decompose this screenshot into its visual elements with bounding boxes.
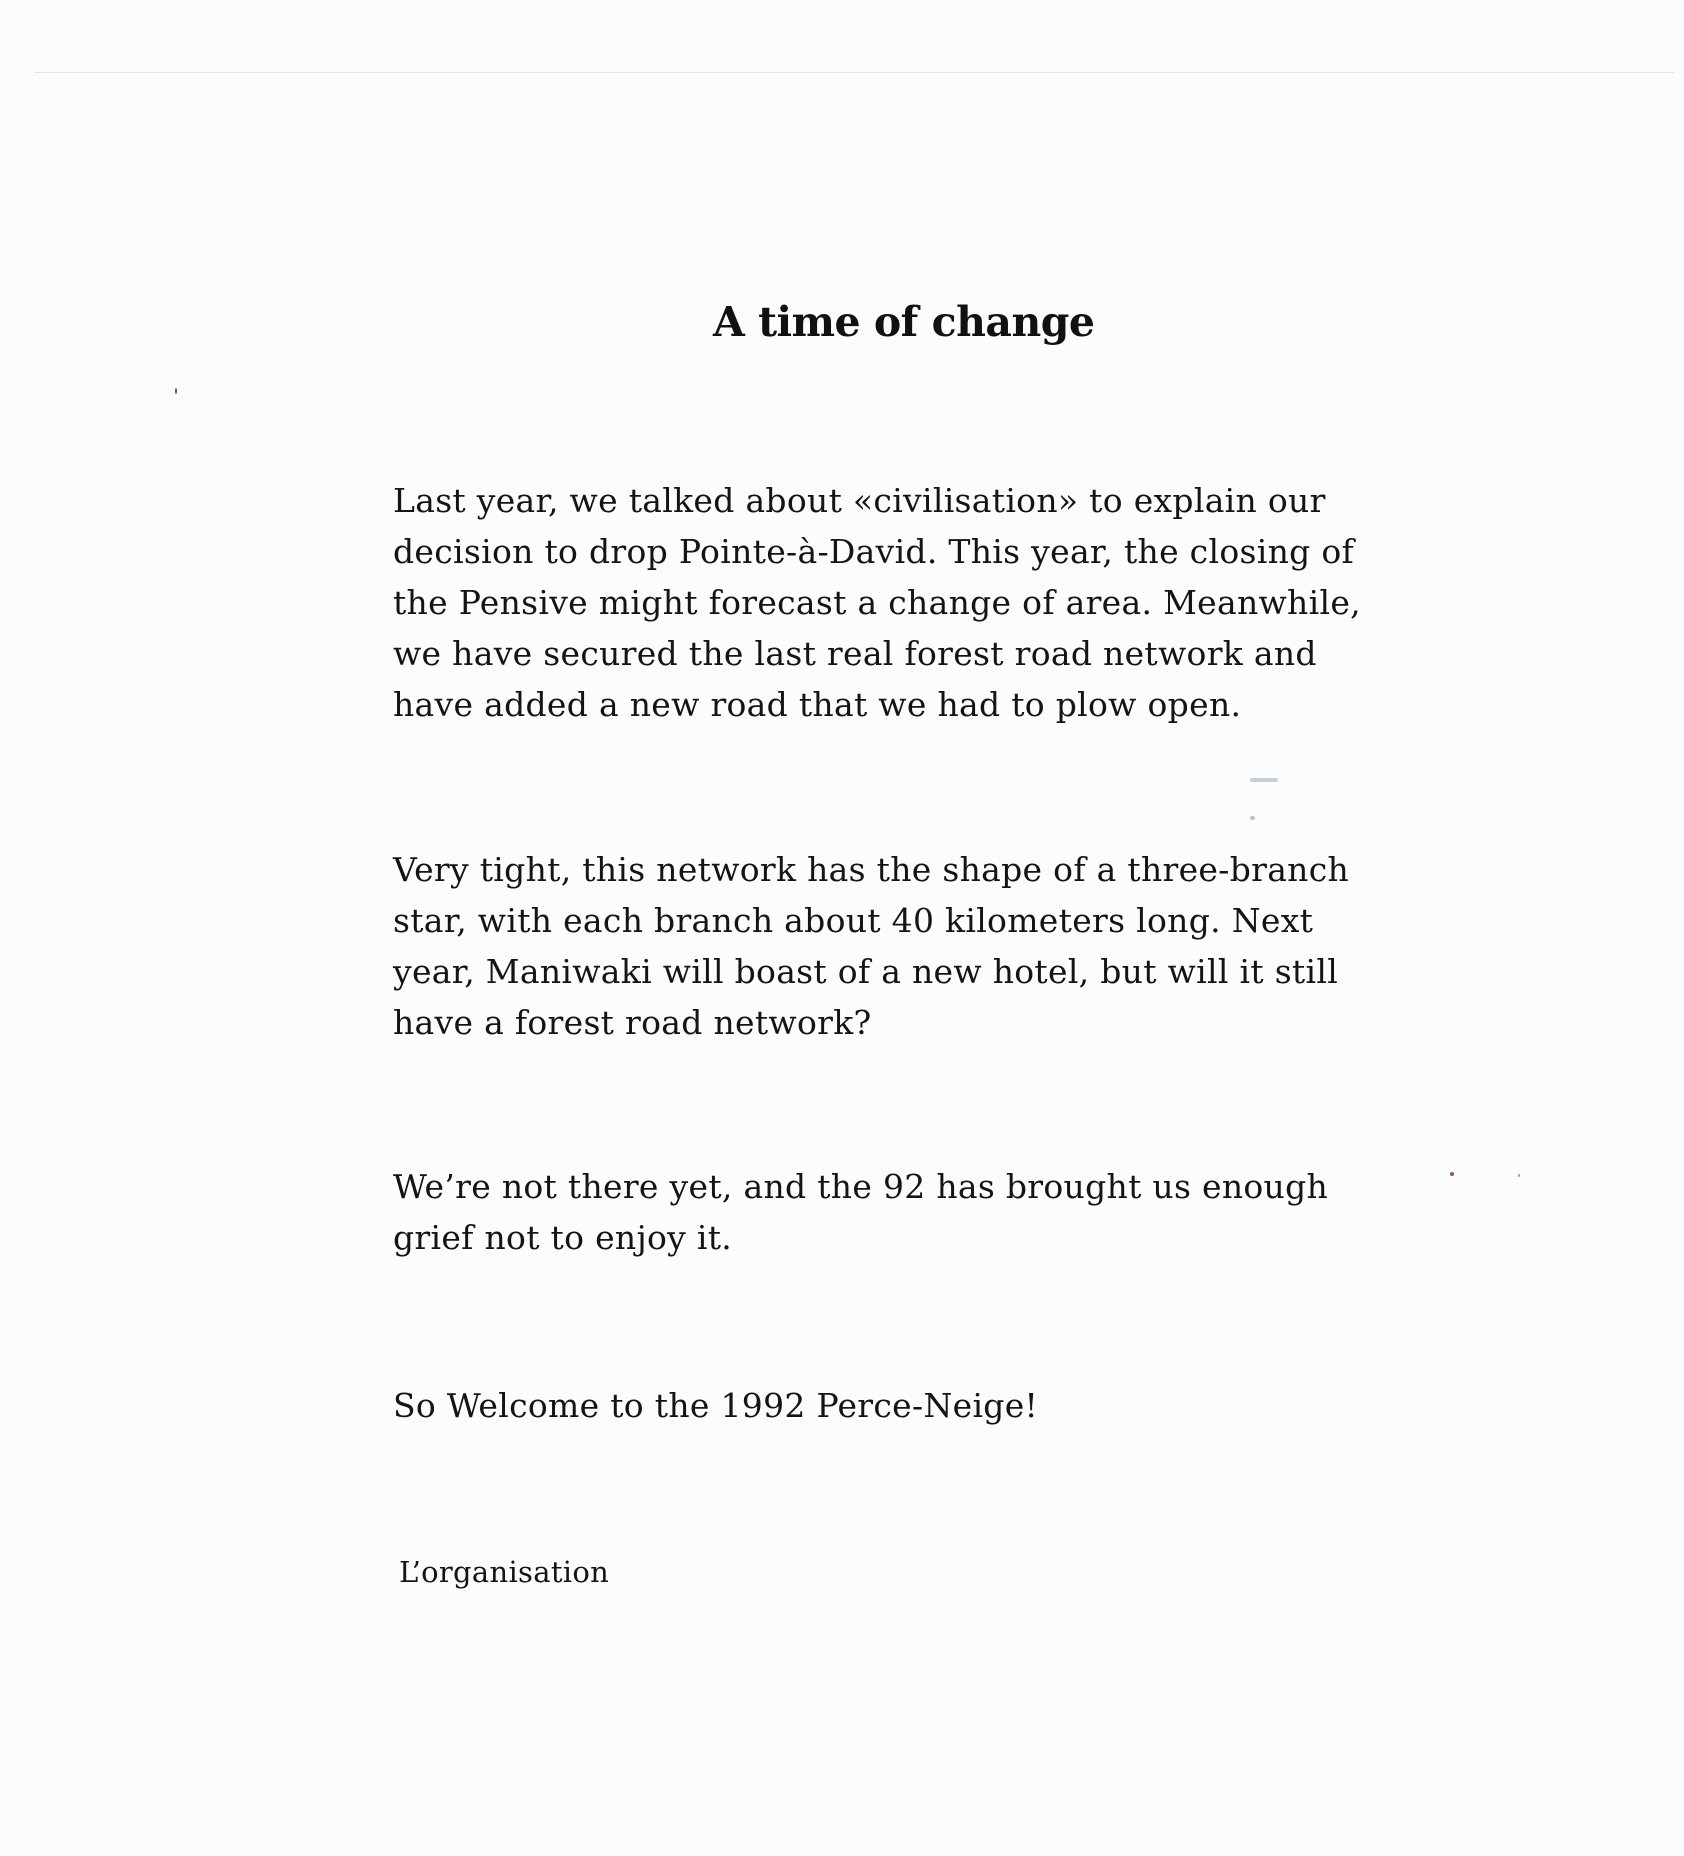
paragraph-line: have a forest road network? — [393, 1003, 872, 1042]
paragraph-2 — [393, 844, 1423, 1048]
signature: L’organisation — [399, 1555, 610, 1589]
paragraph-line: Last year, we talked about «civilisation» to explain our — [393, 481, 1326, 520]
paragraph-line: year, Maniwaki will boast of a new hotel, but will it still — [393, 952, 1339, 991]
scan-speck — [1250, 778, 1278, 782]
scan-speck — [175, 388, 177, 394]
scan-speck — [1450, 1172, 1454, 1176]
scan-edge-line — [34, 72, 1674, 73]
paragraph-line: We’re not there yet, and the 92 has brought us enough — [393, 1167, 1329, 1206]
paragraph-line: the Pensive might forecast a change of area. Meanwhile, — [393, 583, 1361, 622]
scan-speck — [1518, 1174, 1520, 1177]
paragraph-line: we have secured the last real forest road network and — [393, 634, 1317, 673]
paragraph-line: have added a new road that we had to plow open. — [393, 685, 1242, 724]
paragraph-4 — [393, 1380, 1423, 1431]
paragraph-line: star, with each branch about 40 kilometers long. Next — [393, 901, 1314, 940]
paragraph-1 — [393, 475, 1423, 730]
paragraph-line: grief not to enjoy it. — [393, 1218, 733, 1257]
paragraph-line: decision to drop Pointe-à-David. This year, the closing of — [393, 532, 1355, 571]
paragraph-line: Very tight, this network has the shape of a three-branch — [393, 850, 1350, 889]
paragraph-line: So Welcome to the 1992 Perce-Neige! — [393, 1386, 1039, 1425]
page-title: A time of change — [713, 298, 1095, 346]
paragraph-3 — [393, 1161, 1423, 1263]
scan-speck — [1250, 816, 1255, 820]
